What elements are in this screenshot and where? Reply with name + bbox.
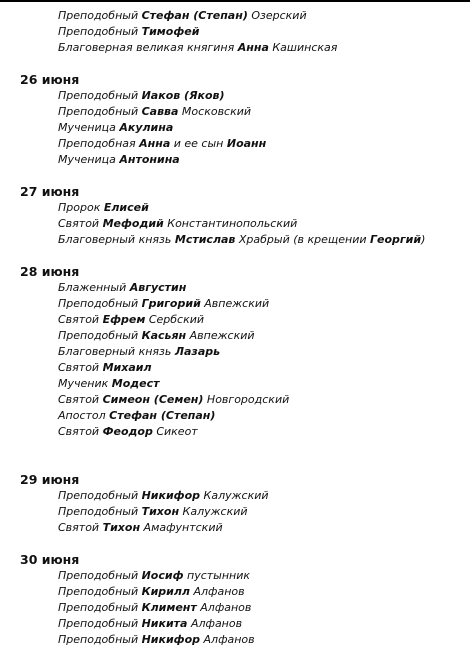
saint-entry bbox=[0, 40, 470, 56]
saint-title-text: Кашинская bbox=[268, 41, 338, 54]
saint-name: Стефан (Степан) bbox=[109, 409, 216, 422]
saint-title-text: Озерский bbox=[247, 9, 307, 22]
saint-title-text: Мученик bbox=[58, 377, 112, 390]
saint-name: Феодор bbox=[102, 425, 153, 438]
date-section bbox=[0, 72, 470, 168]
saint-entry bbox=[0, 616, 470, 632]
saint-title-text: Преподобный bbox=[58, 9, 142, 22]
saint-title-text: Святой bbox=[58, 361, 103, 374]
saint-title-text: Алфанов bbox=[200, 633, 255, 646]
date-section bbox=[0, 184, 470, 248]
saint-entry bbox=[0, 520, 470, 536]
saint-entry bbox=[0, 424, 470, 440]
date-section bbox=[0, 472, 470, 536]
saint-name: Антонина bbox=[119, 153, 180, 166]
saint-name: Кирилл bbox=[141, 585, 190, 598]
saint-title-text: и ее сын bbox=[170, 137, 227, 150]
date-heading: 27 июня bbox=[20, 184, 80, 199]
saint-title-text: Блаженный bbox=[58, 281, 130, 294]
saint-entry bbox=[0, 344, 470, 360]
date-section bbox=[0, 8, 470, 56]
date-heading: 28 июня bbox=[20, 264, 80, 279]
saint-title-text: Благоверная великая княгиня bbox=[58, 41, 238, 54]
saint-title-text: Алфанов bbox=[190, 585, 245, 598]
saint-entry bbox=[0, 408, 470, 424]
saint-name: Августин bbox=[129, 281, 187, 294]
saint-name: Анна bbox=[237, 41, 269, 54]
saint-entry bbox=[0, 232, 470, 248]
saint-title-text: Пророк bbox=[58, 201, 104, 214]
date-section bbox=[0, 552, 470, 648]
saint-name: Никита bbox=[141, 617, 188, 630]
saint-entry bbox=[0, 104, 470, 120]
saint-title-text: Храбрый (в крещении bbox=[235, 233, 371, 246]
saint-entry bbox=[0, 88, 470, 104]
saint-entry bbox=[0, 360, 470, 376]
saint-name: Стефан (Степан) bbox=[141, 9, 248, 22]
saint-title-text: Преподобный bbox=[58, 617, 142, 630]
saint-name: Модест bbox=[111, 377, 160, 390]
saint-entry bbox=[0, 200, 470, 216]
saint-title-text: Преподобный bbox=[58, 585, 142, 598]
saint-title-text: Московский bbox=[178, 105, 252, 118]
saint-entry bbox=[0, 600, 470, 616]
saint-title-text: Сербский bbox=[145, 313, 205, 326]
saint-name: Тихон bbox=[102, 521, 141, 534]
saint-name: Савва bbox=[141, 105, 179, 118]
saint-name: Мстислав bbox=[174, 233, 236, 246]
saint-title-text: Калужский bbox=[179, 505, 248, 518]
saint-entry bbox=[0, 632, 470, 648]
saint-entry bbox=[0, 488, 470, 504]
saint-name: Иосиф bbox=[141, 569, 184, 582]
saint-name: Акулина bbox=[119, 121, 174, 134]
saint-entry bbox=[0, 376, 470, 392]
saint-title-text: Мученица bbox=[58, 153, 120, 166]
saint-name: Иоанн bbox=[226, 137, 267, 150]
saint-title-text: Алфанов bbox=[187, 617, 243, 630]
saint-title-text: Преподобный bbox=[58, 105, 142, 118]
saint-name: Георгий bbox=[370, 233, 422, 246]
saint-title-text: Авпежский bbox=[186, 329, 255, 342]
saint-title-text: Святой bbox=[58, 393, 103, 406]
saint-title-text: Преподобный bbox=[58, 25, 142, 38]
saints-calendar-document bbox=[0, 8, 470, 648]
saint-title-text: Калужский bbox=[200, 489, 269, 502]
saint-entry bbox=[0, 152, 470, 168]
saint-name: Тихон bbox=[141, 505, 180, 518]
saint-entry bbox=[0, 568, 470, 584]
saint-name: Анна bbox=[139, 137, 171, 150]
saint-title-text: Преподобная bbox=[58, 137, 140, 150]
saint-title-text: Алфанов bbox=[196, 601, 252, 614]
saint-title-text: Благоверный князь bbox=[58, 233, 175, 246]
saint-title-text: Преподобный bbox=[58, 601, 142, 614]
saint-title-text: Святой bbox=[58, 521, 103, 534]
saint-title-text: Преподобный bbox=[58, 505, 142, 518]
saint-entry bbox=[0, 120, 470, 136]
saint-name: Григорий bbox=[141, 297, 201, 310]
date-heading: 29 июня bbox=[20, 472, 80, 487]
date-heading: 26 июня bbox=[20, 72, 80, 87]
saint-title-text: Амафунтский bbox=[140, 521, 223, 534]
date-section bbox=[0, 264, 470, 440]
saint-name: Иаков (Яков) bbox=[141, 89, 225, 102]
saint-entry bbox=[0, 328, 470, 344]
saint-name: Елисей bbox=[103, 201, 149, 214]
saint-title-text: Авпежский bbox=[200, 297, 270, 310]
saint-entry bbox=[0, 504, 470, 520]
saint-name: Климент bbox=[141, 601, 197, 614]
saint-title-text: Апостол bbox=[58, 409, 110, 422]
saint-title-text: Сикеот bbox=[152, 425, 198, 438]
saint-name: Тимофей bbox=[141, 25, 200, 38]
saint-title-text: Новгородский bbox=[203, 393, 290, 406]
saint-entry bbox=[0, 8, 470, 24]
date-heading: 30 июня bbox=[20, 552, 80, 567]
saint-title-text: Преподобный bbox=[58, 569, 142, 582]
saint-title-text: Преподобный bbox=[58, 297, 142, 310]
saint-title-text: Преподобный bbox=[58, 489, 142, 502]
saint-title-text: Святой bbox=[58, 217, 103, 230]
saint-entry bbox=[0, 136, 470, 152]
saint-entry bbox=[0, 280, 470, 296]
saint-entry bbox=[0, 312, 470, 328]
saint-title-text: Преподобный bbox=[58, 633, 142, 646]
saint-title-text: Преподобный bbox=[58, 329, 142, 342]
saint-name: Никифор bbox=[141, 489, 201, 502]
saint-name: Мефодий bbox=[102, 217, 164, 230]
saint-name: Касьян bbox=[141, 329, 187, 342]
saint-title-text: Благоверный князь bbox=[58, 345, 175, 358]
saint-name: Никифор bbox=[141, 633, 201, 646]
saint-title-text: Святой bbox=[58, 313, 103, 326]
saint-title-text: ) bbox=[421, 233, 426, 246]
top-border-line bbox=[0, 0, 470, 2]
saint-title-text: Преподобный bbox=[58, 89, 142, 102]
saint-title-text: Мученица bbox=[58, 121, 120, 134]
saint-entry bbox=[0, 584, 470, 600]
saint-entry bbox=[0, 296, 470, 312]
saint-entry bbox=[0, 216, 470, 232]
saint-name: Симеон (Семен) bbox=[102, 393, 204, 406]
saint-name: Ефрем bbox=[102, 313, 146, 326]
saint-title-text: пустынник bbox=[183, 569, 251, 582]
saint-name: Михаил bbox=[102, 361, 152, 374]
saint-entry bbox=[0, 24, 470, 40]
saint-title-text: Константинопольский bbox=[163, 217, 298, 230]
saint-name: Лазарь bbox=[174, 345, 221, 358]
saint-entry bbox=[0, 392, 470, 408]
saint-title-text: Святой bbox=[58, 425, 103, 438]
